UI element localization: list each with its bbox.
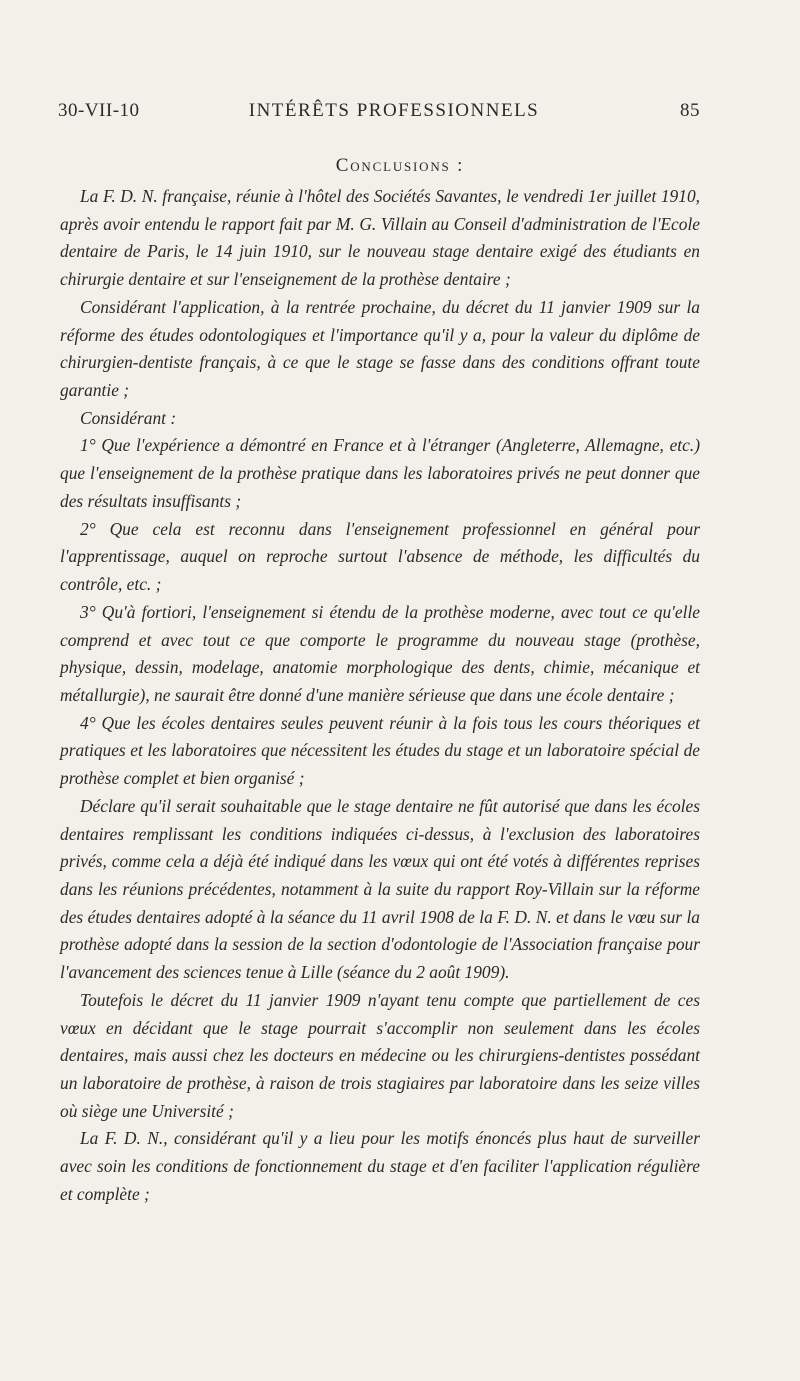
- page-number: 85: [680, 100, 700, 121]
- paragraph: 3° Qu'à fortiori, l'enseignement si étendu de la prothèse moderne, avec tout ce qu'elle comprend et avec tout ce que comporte le programme du nouveau stage (prothèse, physique, dessin, modelage, anatomie morphologique des dents, chimie, mécanique et métallurgie), ne saurait être donné d'une manière sérieuse que dans une école dentaire ;: [60, 601, 700, 705]
- paragraph: 4° Que les écoles dentaires seules peuvent réunir à la fois tous les cours théoriques et pratiques et les laboratoires que nécessitent les études du stage et un laboratoire spécial de prothèse complet et bien organisé ;: [60, 712, 700, 789]
- paragraph: 2° Que cela est reconnu dans l'enseignement professionnel en général pour l'apprentissage, auquel on reproche surtout l'absence de méthode, les difficultés du contrôle, etc. ;: [60, 518, 700, 595]
- paragraph: Toutefois le décret du 11 janvier 1909 n'ayant tenu compte que partiellement de ces vœux en décidant que le stage pourrait s'accomplir non seulement dans les écoles dentaires, mais aussi chez les docteurs en médecine ou les chirurgiens-dentistes possédant un laboratoire de prothèse, à raison de trois stagiaires par laboratoire dans les seize villes où siège une Université ;: [60, 989, 700, 1121]
- paragraph: Déclare qu'il serait souhaitable que le stage dentaire ne fût autorisé que dans les écoles dentaires remplissant les conditions indiquées ci-dessus, à l'exclusion des laboratoires privés, comme cela a déjà été indiqué dans les vœux qui ont été votés à différentes reprises dans les réunions précédentes, notamment à la suite du rapport Roy-Villain sur la réforme des études dentaires adopté à la séance du 11 avril 1908 de la F. D. N. et dans le vœu sur la prothèse adopté dans la session de la section d'odontologie de l'Association française pour l'avancement des sciences tenue à Lille (séance du 2 août 1909).: [60, 795, 700, 983]
- header-title: INTÉRÊTS PROFESSIONNELS: [248, 100, 540, 121]
- paragraph: Considérant l'application, à la rentrée prochaine, du décret du 11 janvier 1909 sur la réforme des études odontologiques et l'importance qu'il y a, pour la valeur du diplôme de chirurgien-dentiste français, à ce que le stage se fasse dans des conditions offrant toute garantie ;: [60, 296, 700, 401]
- paragraph: Considérant :: [80, 407, 177, 428]
- running-head: [58, 100, 700, 128]
- section-heading: Conclusions :: [335, 155, 465, 176]
- paragraph: La F. D. N. française, réunie à l'hôtel des Sociétés Savantes, le vendredi 1er juillet 1910, après avoir entendu le rapport fait par M. G. Villain au Conseil d'administration de l'Ecole dentaire de Paris, le 14 juin 1910, sur le nouveau stage dentaire exigé des étudiants en chirurgie dentaire et sur l'enseignement de la prothèse dentaire ;: [60, 186, 700, 290]
- paragraph: 1° Que l'expérience a démontré en France et à l'étranger (Angleterre, Allemagne, etc.) que l'enseignement de la prothèse pratique dans les laboratoires privés ne peut donner que des résultats insuffisants ;: [60, 435, 700, 511]
- header-date: 30-VII-10: [58, 100, 140, 121]
- paragraph: La F. D. N., considérant qu'il y a lieu pour les motifs énoncés plus haut de surveiller avec soin les conditions de fonctionnement du stage et d'en faciliter l'application régulière et complète ;: [60, 1128, 700, 1204]
- body-text: [60, 183, 700, 1209]
